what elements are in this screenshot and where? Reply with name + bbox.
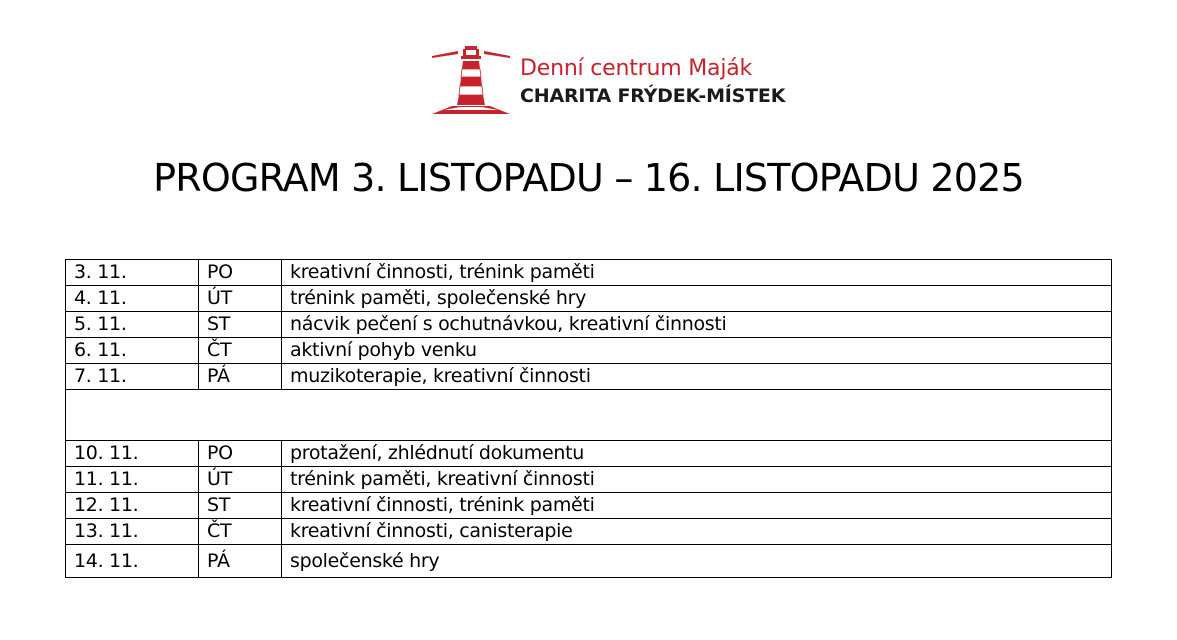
- day-cell: PO: [199, 441, 282, 467]
- day-cell: ST: [199, 493, 282, 519]
- date-cell: 7. 11.: [66, 364, 199, 390]
- program-table: [65, 259, 1112, 578]
- date-cell: 13. 11.: [66, 519, 199, 545]
- brand-org: CHARITA FRÝDEK-MÍSTEK: [520, 85, 786, 107]
- table-row: [66, 545, 1112, 578]
- week1-rows: [66, 260, 1112, 390]
- table-row: [66, 338, 1112, 364]
- activity-cell: kreativní činnosti, canisterapie: [282, 519, 1112, 545]
- activity-cell: nácvik pečení s ochutnávkou, kreativní činnosti: [282, 312, 1112, 338]
- table-row: [66, 467, 1112, 493]
- day-cell: ÚT: [199, 467, 282, 493]
- header: [430, 44, 785, 116]
- weekend-gap: [66, 390, 1112, 441]
- date-cell: 5. 11.: [66, 312, 199, 338]
- brand: [520, 55, 785, 109]
- table-row: [66, 364, 1112, 390]
- table-row: [66, 286, 1112, 312]
- date-cell: 12. 11.: [66, 493, 199, 519]
- page-title: PROGRAM 3. LISTOPADU – 16. LISTOPADU 2025: [153, 156, 1024, 200]
- empty-cell: [66, 390, 1112, 441]
- table-row: [66, 260, 1112, 286]
- brand-name: Denní centrum Maják: [520, 56, 753, 81]
- day-cell: PO: [199, 260, 282, 286]
- table-row: [66, 493, 1112, 519]
- week2-rows: [66, 441, 1112, 578]
- day-cell: ČT: [199, 338, 282, 364]
- activity-cell: protažení, zhlédnutí dokumentu: [282, 441, 1112, 467]
- activity-cell: muzikoterapie, kreativní činnosti: [282, 364, 1112, 390]
- activity-cell: aktivní pohyb venku: [282, 338, 1112, 364]
- table-row: [66, 312, 1112, 338]
- day-cell: PÁ: [199, 545, 282, 578]
- date-cell: 11. 11.: [66, 467, 199, 493]
- day-cell: ST: [199, 312, 282, 338]
- activity-cell: společenské hry: [282, 545, 1112, 578]
- date-cell: 4. 11.: [66, 286, 199, 312]
- table-row: [66, 519, 1112, 545]
- date-cell: 14. 11.: [66, 545, 199, 578]
- empty-row: [66, 390, 1112, 441]
- day-cell: ÚT: [199, 286, 282, 312]
- activity-cell: kreativní činnosti, trénink paměti: [282, 260, 1112, 286]
- date-cell: 3. 11.: [66, 260, 199, 286]
- activity-cell: trénink paměti, společenské hry: [282, 286, 1112, 312]
- table-row: [66, 441, 1112, 467]
- date-cell: 10. 11.: [66, 441, 199, 467]
- activity-cell: kreativní činnosti, trénink paměti: [282, 493, 1112, 519]
- day-cell: PÁ: [199, 364, 282, 390]
- lighthouse-icon: [430, 44, 512, 116]
- activity-cell: trénink paměti, kreativní činnosti: [282, 467, 1112, 493]
- day-cell: ČT: [199, 519, 282, 545]
- date-cell: 6. 11.: [66, 338, 199, 364]
